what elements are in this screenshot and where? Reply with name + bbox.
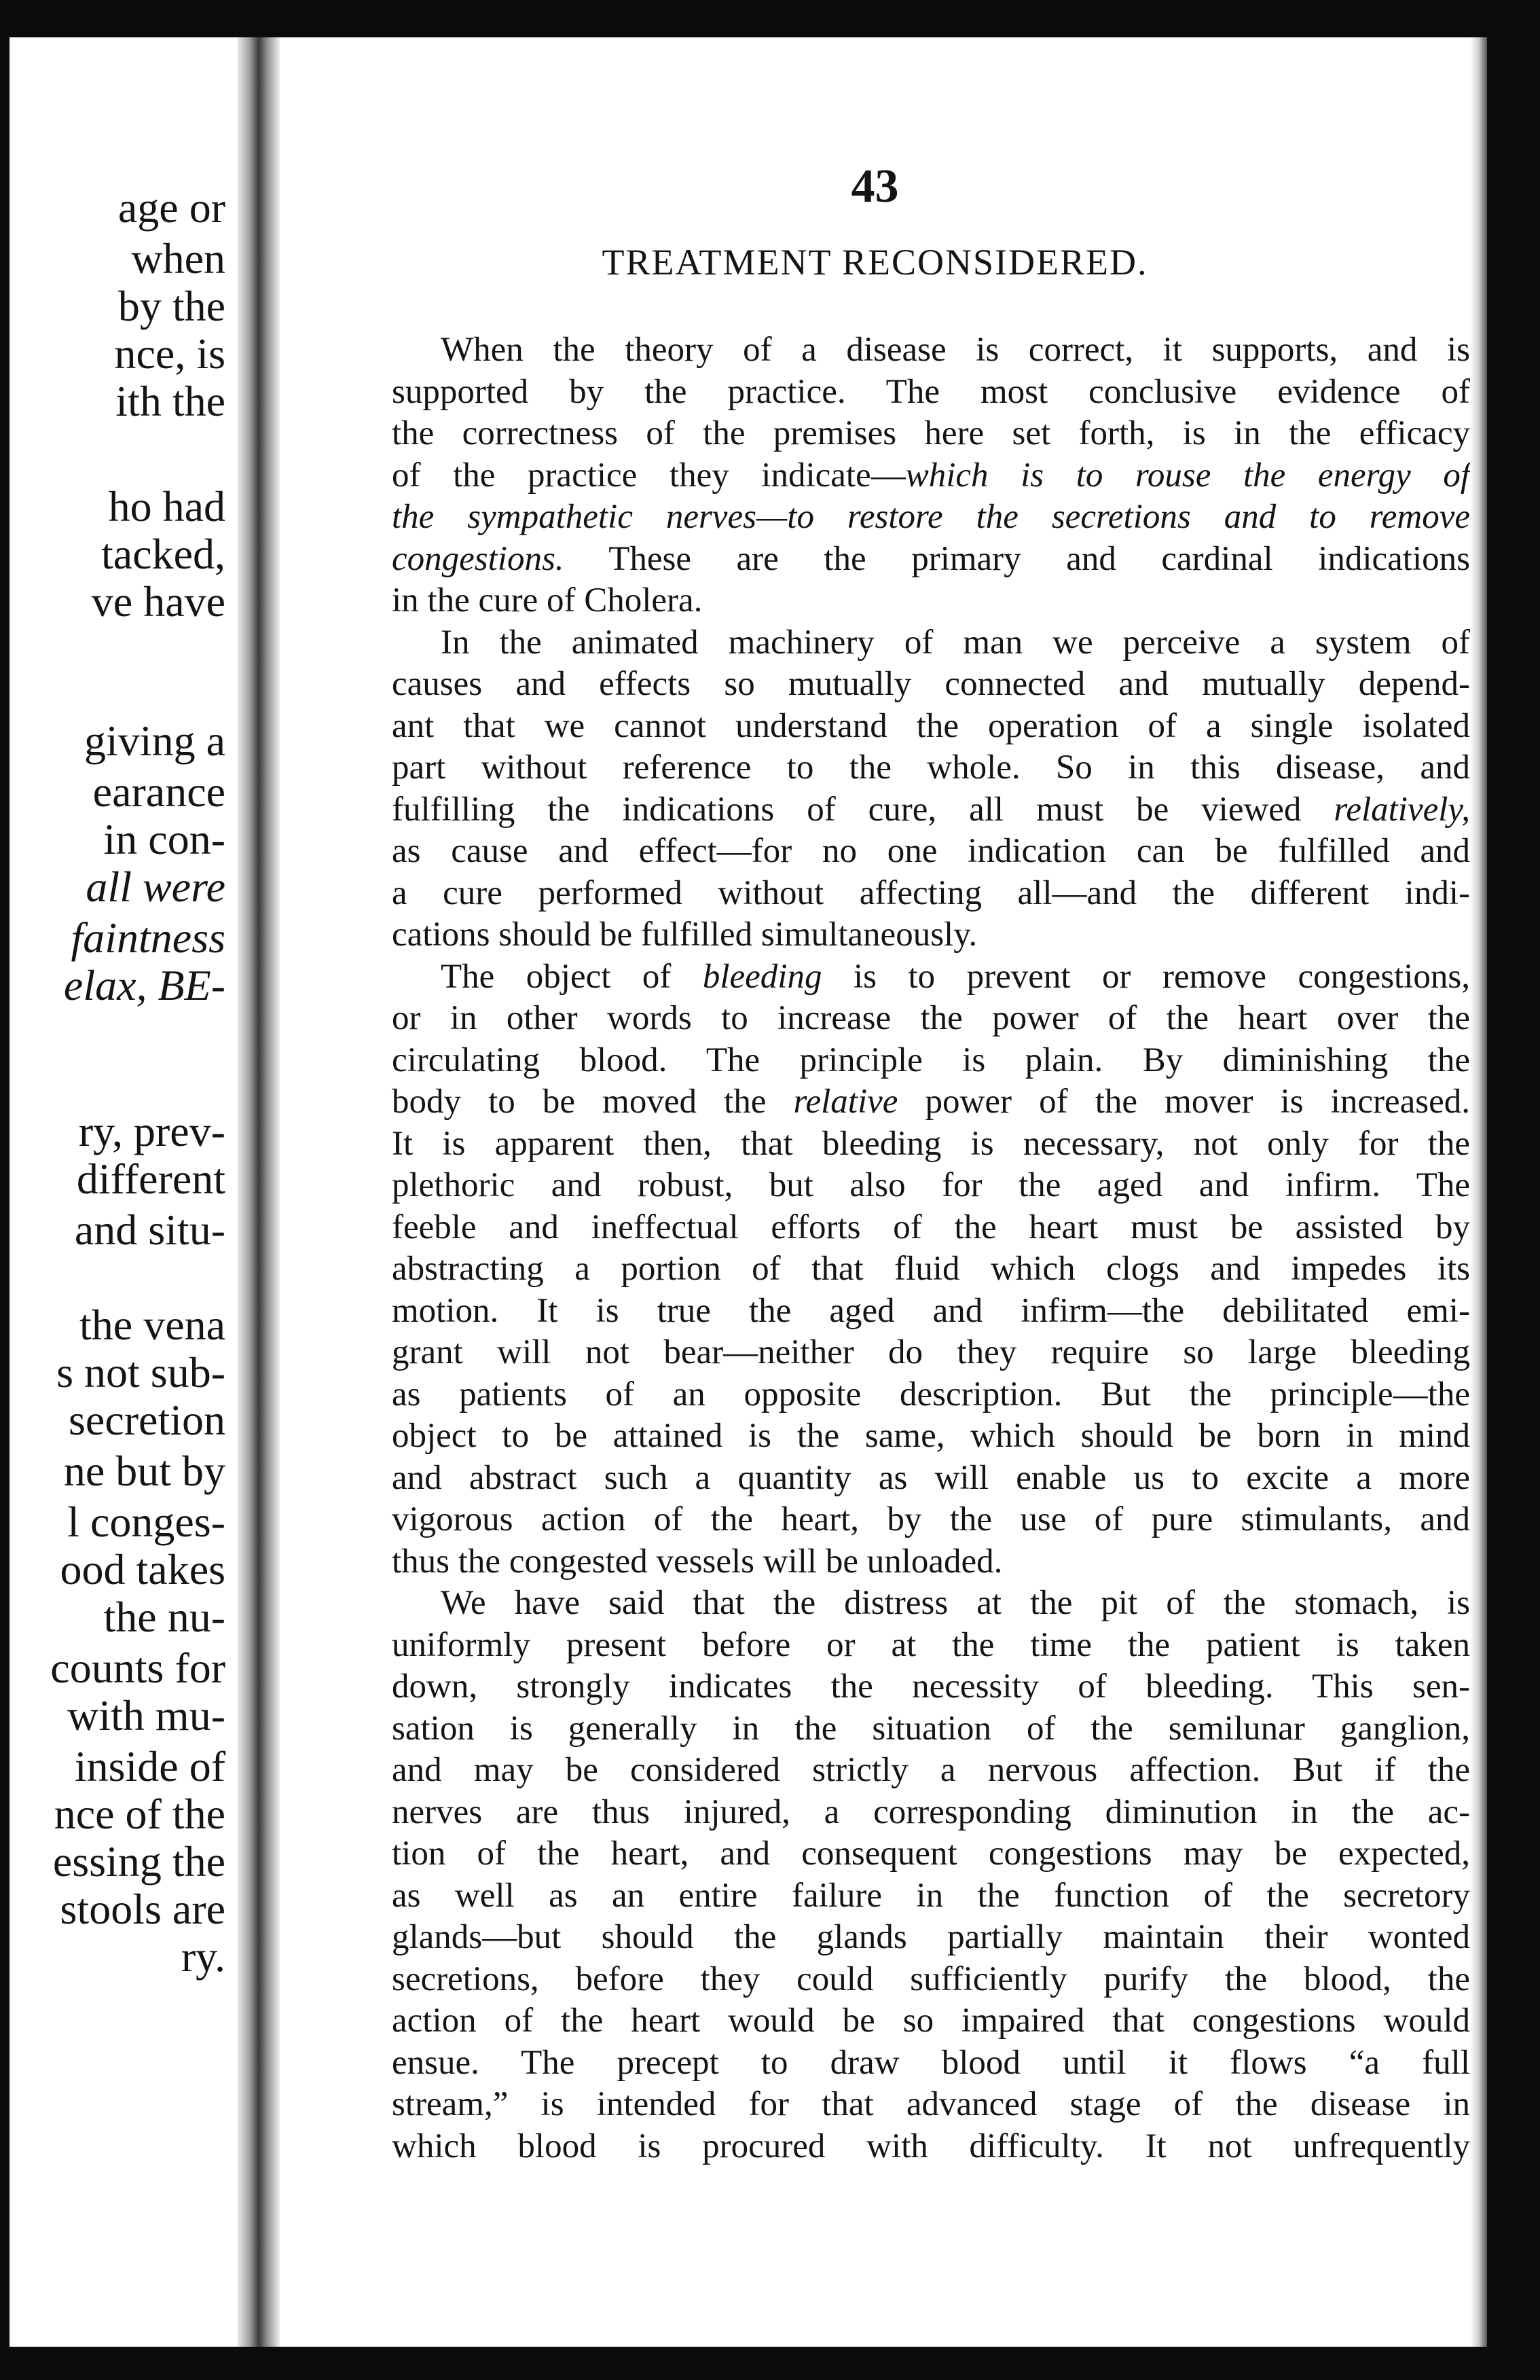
text-run: grant will not bear—neither do they require so large bleeding <box>392 1333 1470 1371</box>
facing-page-line: s not sub- <box>56 1348 225 1396</box>
text-line <box>392 539 1470 581</box>
facing-page-line: by the <box>117 282 225 330</box>
text-line <box>392 1792 1470 1834</box>
italic-text-run: relative <box>793 1083 898 1121</box>
text-run: as well as an entire failure in the function of the secretory <box>392 1876 1470 1915</box>
text-line <box>392 1666 1470 1708</box>
text-run: thus the congested vessels will be unloaded. <box>392 1542 1003 1581</box>
text-run: We have said that the distress at the pit of the stomach, is <box>441 1584 1470 1622</box>
facing-page-line: when <box>131 234 225 283</box>
facing-page-line: ho had <box>108 482 225 530</box>
text-line <box>392 1165 1470 1207</box>
facing-page-line: age or <box>117 183 225 232</box>
text-run: and may be considered strictly a nervous affection. But if the <box>392 1751 1470 1789</box>
text-run: These are the primary and cardinal indications <box>564 539 1470 578</box>
text-run: uniformly present before or at the time the patient is taken <box>392 1625 1470 1664</box>
text-run: ant that we cannot understand the operation of a single isolated <box>392 706 1470 745</box>
text-line <box>392 1374 1470 1416</box>
facing-page-line: stools are <box>60 1885 225 1933</box>
text-run: circulating blood. The principle is plain. By diminishing the <box>392 1041 1470 1079</box>
facing-page-line: elax, BE- <box>63 961 225 1009</box>
text-line <box>392 2000 1470 2042</box>
italic-text-run: relatively, <box>1334 790 1470 829</box>
facing-page-line: in con- <box>103 815 225 863</box>
page-title: TREATMENT RECONSIDERED. <box>602 242 1148 283</box>
scan-border-right <box>1487 0 1540 2380</box>
text-run: abstracting a portion of that fluid which clogs and impedes its <box>392 1250 1470 1288</box>
text-run: object to be attained is the same, which should be born in mind <box>392 1417 1470 1455</box>
text-line <box>392 2084 1470 2126</box>
text-run: stream,” is intended for that advanced stage of the disease in <box>392 2085 1470 2123</box>
text-line <box>392 1875 1470 1917</box>
text-run: down, strongly indicates the necessity of bleeding. This sen- <box>392 1667 1470 1706</box>
facing-page-line: essing the <box>52 1837 225 1886</box>
facing-page-line: tacked, <box>101 530 225 578</box>
facing-page-line: nce, is <box>114 329 225 378</box>
italic-text-run: which is to rouse the energy of <box>905 456 1470 494</box>
text-line <box>392 1123 1470 1166</box>
text-run: or in other words to increase the power of the heart over the <box>392 999 1470 1037</box>
text-run: secretions, before they could sufficiently purify the blood, the <box>392 1960 1470 1998</box>
text-line <box>392 998 1470 1040</box>
text-line <box>392 1499 1470 1541</box>
paragraph <box>392 622 1470 956</box>
text-run: as cause and effect—for no one indication can be fulfilled and <box>392 832 1470 870</box>
scan-border-top <box>0 0 1540 37</box>
text-line <box>392 1708 1470 1750</box>
text-line <box>392 372 1470 414</box>
page-edge <box>1470 37 1487 2347</box>
scan-border-bottom <box>0 2347 1540 2380</box>
paragraph <box>392 956 1470 1583</box>
facing-page-line: the vena <box>79 1301 225 1349</box>
text-run: causes and effects so mutually connected and mutually depend- <box>392 665 1470 703</box>
book-page <box>280 37 1470 2347</box>
text-run: is to prevent or remove congestions, <box>822 957 1470 996</box>
text-line <box>392 1583 1470 1625</box>
text-run: action of the heart would be so impaired that congestions would <box>392 2002 1470 2040</box>
text-line <box>392 497 1470 539</box>
facing-page-line: faintness <box>71 914 225 962</box>
text-run: tion of the heart, and consequent congestions may be expected, <box>392 1835 1470 1873</box>
text-line <box>392 706 1470 748</box>
text-line <box>392 1541 1470 1583</box>
book-gutter <box>238 37 280 2347</box>
text-run: glands—but should the glands partially maintain their wonted <box>392 1918 1470 1956</box>
text-line <box>392 1750 1470 1792</box>
text-run: in the cure of Cholera. <box>392 581 703 619</box>
facing-page-line: inside of <box>74 1742 225 1790</box>
text-run: nerves are thus injured, a corresponding diminution in the ac- <box>392 1792 1470 1831</box>
text-line <box>392 1291 1470 1333</box>
facing-page-line: ne but by <box>63 1447 225 1495</box>
text-line <box>392 2126 1470 2168</box>
text-line <box>392 789 1470 831</box>
text-run: fulfilling the indications of cure, all must be viewed <box>392 790 1334 829</box>
text-line <box>392 1959 1470 2001</box>
text-run: supported by the practice. The most conclusive evidence of <box>392 372 1470 411</box>
facing-page-line: ry. <box>181 1932 225 1981</box>
text-line <box>392 455 1470 497</box>
facing-page-line: ith the <box>115 377 225 425</box>
text-run: sation is generally in the situation of the semilunar ganglion, <box>392 1709 1470 1748</box>
text-run: When the theory of a disease is correct, it supports, and is <box>441 331 1470 369</box>
text-run: ensue. The precept to draw blood until it flows “a full <box>392 2043 1470 2082</box>
scan-border-left <box>0 0 10 2380</box>
text-run: vigorous action of the heart, by the use of pure stimulants, and <box>392 1500 1470 1538</box>
paragraph <box>392 329 1470 622</box>
text-run: motion. It is true the aged and infirm—the debilitated emi- <box>392 1291 1470 1330</box>
text-run: a cure performed without affecting all—and the different indi- <box>392 873 1470 912</box>
facing-page-line: earance <box>92 768 225 816</box>
text-line <box>392 1917 1470 1959</box>
text-run: body to be moved the <box>392 1083 794 1121</box>
text-run: feeble and ineffectual efforts of the heart must be assisted by <box>392 1208 1470 1246</box>
text-line <box>392 914 1470 956</box>
text-line <box>392 1625 1470 1667</box>
italic-text-run: bleeding <box>702 957 822 996</box>
facing-page-line: all were <box>86 863 225 911</box>
facing-page-line: secretion <box>69 1396 225 1444</box>
text-line <box>392 2042 1470 2085</box>
page-number: 43 <box>851 160 899 213</box>
facing-page-line: with mu- <box>67 1691 225 1739</box>
facing-page-line: l conges- <box>67 1498 225 1546</box>
italic-text-run: the sympathetic nerves—to restore the secretions and to remove <box>392 498 1470 536</box>
text-line <box>392 873 1470 915</box>
text-line <box>392 1081 1470 1123</box>
facing-page-line: ood takes <box>60 1545 225 1593</box>
text-run: as patients of an opposite description. But the principle—the <box>392 1375 1470 1413</box>
text-line <box>392 747 1470 789</box>
facing-page-line: ve have <box>91 577 225 626</box>
text-run: power of the mover is increased. <box>898 1083 1470 1121</box>
facing-page-line: and situ- <box>74 1206 225 1254</box>
italic-text-run: congestions. <box>392 539 564 578</box>
text-run: and abstract such a quantity as will enable us to excite a more <box>392 1458 1470 1497</box>
text-run: of the practice they indicate— <box>392 456 906 494</box>
text-run: the correctness of the premises here set forth, is in the efficacy <box>392 414 1470 452</box>
text-run: cations should be fulfilled simultaneously. <box>392 916 978 954</box>
facing-page-fragment <box>10 37 238 2347</box>
text-line <box>392 831 1470 873</box>
body-text <box>392 329 1470 2167</box>
facing-page-line: counts for <box>50 1644 225 1692</box>
text-line <box>392 329 1470 372</box>
text-line <box>392 1416 1470 1458</box>
facing-page-line: nce of the <box>54 1790 225 1838</box>
text-line <box>392 1207 1470 1249</box>
text-run: plethoric and robust, but also for the aged and infirm. The <box>392 1166 1470 1204</box>
text-line <box>392 1458 1470 1500</box>
text-run: It is apparent then, that bleeding is necessary, not only for the <box>392 1124 1470 1163</box>
facing-page-line: different <box>76 1155 225 1203</box>
facing-page-line: the nu- <box>103 1593 225 1641</box>
text-line <box>392 622 1470 664</box>
text-line <box>392 1248 1470 1291</box>
text-run: In the animated machinery of man we perceive a system of <box>441 623 1470 662</box>
text-run: The object of <box>441 957 703 996</box>
text-line <box>392 1332 1470 1374</box>
text-run: part without reference to the whole. So in this disease, and <box>392 749 1470 787</box>
facing-page-line: giving a <box>84 717 225 765</box>
text-line <box>392 1833 1470 1875</box>
text-line <box>392 580 1470 622</box>
text-line <box>392 664 1470 706</box>
paragraph <box>392 1583 1470 2167</box>
text-line <box>392 956 1470 998</box>
text-run: which blood is procured with difficulty. It not unfrequently <box>392 2127 1470 2165</box>
facing-page-line: ry, prev- <box>78 1107 225 1155</box>
text-line <box>392 413 1470 455</box>
text-line <box>392 1040 1470 1082</box>
